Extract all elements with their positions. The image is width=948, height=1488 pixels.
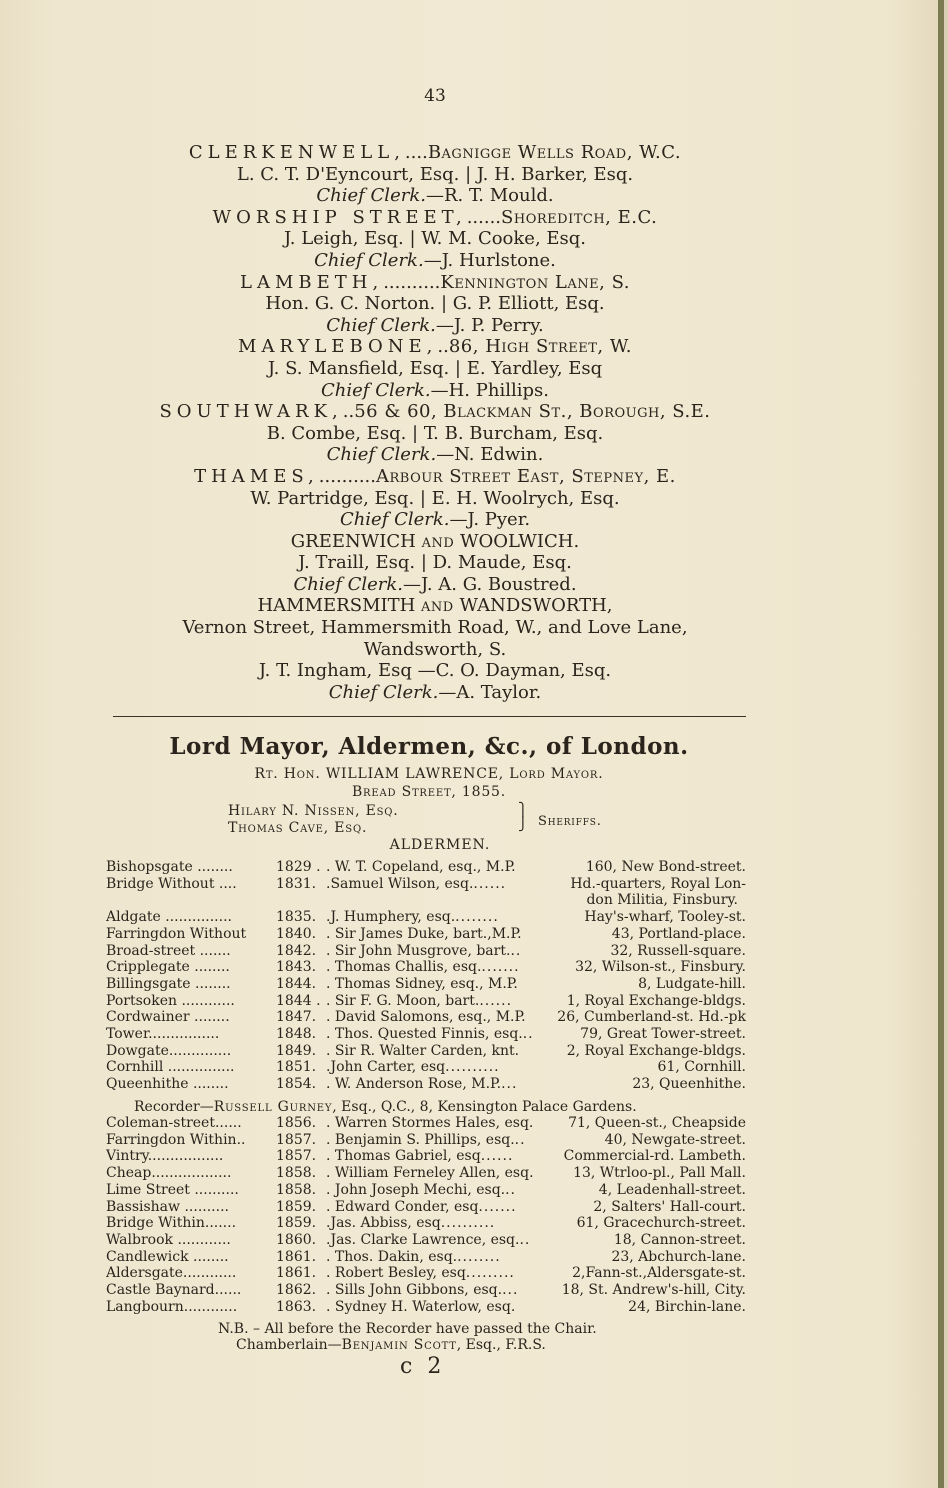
court-chief-clerk: Chief Clerk.—H. Phillips. [321, 379, 549, 401]
alderman-row: Farringdon Without 1840. . Sir James Duke, bart.,M.P. 43, Portland-place. [106, 925, 746, 942]
court-chief-clerk: Chief Clerk.—J. P. Perry. [326, 314, 544, 336]
page-number: 43 [424, 86, 446, 106]
lord-mayor-address: Bread Street, 1855. [351, 784, 507, 800]
sheriffs-label: Sheriffs. [538, 814, 602, 829]
court-heading: THAMES,..........Arbour Street East, Stepney, E. [194, 465, 676, 487]
alderman-row: Portsoken ............ 1844 . . Sir F. G. Moon, bart. ...... 1, Royal Exchange-bldgs. [106, 992, 746, 1009]
court-address: Wandsworth, S. [363, 638, 507, 660]
alderman-row: Cripplegate ........ 1843. . Thomas Challis, esq. ....... 32, Wilson-st., Finsbury. [106, 959, 746, 976]
alderman-row: Bishopsgate ........ 1829 . . W. T. Copeland, esq., M.P. 160, New Bond-street. [106, 859, 746, 875]
section-divider [113, 716, 746, 717]
court-magistrates: Hon. G. C. Norton. | G. P. Elliott, Esq. [265, 293, 605, 315]
signature-mark: c 2 [400, 1354, 446, 1379]
court-magistrates: J. T. Ingham, Esq —C. O. Dayman, Esq. [258, 660, 612, 682]
court-chief-clerk: Chief Clerk.—J. Pyer. [339, 509, 531, 531]
alderman-row: Dowgate.............. 1849. . Sir R. Walter Carden, knt. 2, Royal Exchange-bldgs. [106, 1042, 746, 1059]
court-magistrates: J. S. Mansfield, Esq. | E. Yardley, Esq [267, 357, 603, 379]
chamberlain-line: Chamberlain—Benjamin Scott, Esq., F.R.S. [236, 1337, 546, 1353]
sheriff-name: Hilary N. Nissen, Esq. [228, 803, 399, 819]
alderman-row: Coleman-street...... 1856. . Warren Stormes Hales, esq. 71, Queen-st., Cheapside [106, 1115, 746, 1131]
page-edge [938, 0, 944, 1488]
court-heading: SOUTHWARK,..56 & 60, Blackman St., Borough, S.E. [159, 401, 711, 423]
court-magistrates: J. Leigh, Esq. | W. M. Cooke, Esq. [283, 228, 587, 250]
address-continuation: don Militia, Finsbury. [586, 892, 738, 909]
court-heading: WORSHIP STREET,......Shoreditch, E.C. [212, 206, 658, 228]
section-title: Lord Mayor, Aldermen, &c., of London. [169, 733, 689, 760]
court-magistrates: W. Partridge, Esq. | E. H. Woolrych, Esq. [250, 487, 620, 509]
alderman-row: Cornhill ............... 1851. .John Carter, esq .......... 61, Cornhill. [106, 1059, 746, 1076]
nb-note: N.B. – All before the Recorder have passed the Chair. [218, 1321, 597, 1337]
court-heading: CLERKENWELL,....Bagnigge Wells Road, W.C. [188, 142, 682, 163]
alderman-row: Vintry................. 1857. . Thomas Gabriel, esq ...... Commercial-rd. Lambeth. [106, 1148, 746, 1165]
sheriff-name: Thomas Cave, Esq. [228, 820, 368, 836]
alderman-row: Langbourn............ 1863. . Sydney H. Waterlow, esq. 24, Birchin-lane. [106, 1298, 746, 1315]
sheriffs-names [228, 803, 399, 837]
alderman-row: Broad-street ....... 1842. . Sir John Musgrove, bart. .. 32, Russell-square. [106, 942, 746, 959]
alderman-row: Candlewick ........ 1861. . Thos. Dakin, esq. ........ 23, Abchurch-lane. [106, 1248, 746, 1265]
court-heading: LAMBETH,..........Kennington Lane, S. [240, 271, 630, 293]
alderman-row: Aldersgate............ 1861. . Robert Besley, esq ......... 2,Fann-st.,Aldersgate-st. [106, 1265, 746, 1282]
court-chief-clerk: Chief Clerk.—A. Taylor. [328, 681, 542, 703]
aldermen-list-after-recorder [106, 1115, 746, 1315]
alderman-row: Queenhithe ........ 1854. . W. Anderson Rose, M.P. ... 23, Queenhithe. [106, 1076, 746, 1093]
alderman-row: Bridge Within....... 1859. .Jas. Abbiss, esq .......... 61, Gracechurch-street. [106, 1215, 746, 1232]
brace-glyph: ⎫ ⎭ [518, 803, 528, 832]
alderman-row: Walbrook ............ 1860. .Jas. Clarke Lawrence, esq. .. 18, Cannon-street. [106, 1231, 746, 1248]
recorder-line: Recorder—Russell Gurney, Esq., Q.C., 8, Kensington Palace Gardens. [134, 1099, 637, 1115]
alderman-row: Lime Street .......... 1858. . John Joseph Mechi, esq. .. 4, Leadenhall-street. [106, 1181, 746, 1198]
alderman-row: Tower................ 1848. . Thos. Quested Finnis, esq. .. 79, Great Tower-street. [106, 1026, 746, 1043]
alderman-row: Castle Baynard...... 1862. . Sills John Gibbons, esq. ... 18, St. Andrew's-hill, City. [106, 1282, 746, 1299]
aldermen-heading: ALDERMEN. [389, 837, 491, 853]
alderman-row: Cordwainer ........ 1847. . David Salomons, esq., M.P. 26, Cumberland-st. Hd.-pk [106, 1009, 746, 1026]
court-heading: GREENWICH and WOOLWICH. [290, 530, 580, 552]
court-heading: HAMMERSMITH and WANDSWORTH, [257, 595, 613, 617]
court-chief-clerk: Chief Clerk.—J. A. G. Boustred. [293, 573, 577, 595]
alderman-row: Bridge Without .... 1831. .Samuel Wilson, esq. ...... Hd.-quarters, Royal Lon- [106, 875, 746, 892]
alderman-row: Aldgate ............... 1835. .J. Humphery, esq. ........ Hay's-wharf, Tooley-st. [106, 909, 746, 926]
court-magistrates: B. Combe, Esq. | T. B. Burcham, Esq. [266, 422, 604, 444]
alderman-row: Billingsgate ........ 1844. . Thomas Sidney, esq., M.P. 8, Ludgate-hill. [106, 975, 746, 992]
court-heading: MARYLEBONE,..86, High Street, W. [238, 336, 632, 358]
police-courts-list [90, 142, 780, 703]
alderman-row: Bassishaw .......... 1859. . Edward Conder, esq ....... 2, Salters' Hall-court. [106, 1198, 746, 1215]
court-chief-clerk: Chief Clerk.—J. Hurlstone. [314, 249, 556, 271]
court-address: Vernon Street, Hammersmith Road, W., and Love Lane, [182, 617, 688, 639]
lord-mayor-line: Rt. Hon. WILLIAM LAWRENCE, Lord Mayor. [254, 766, 604, 782]
court-magistrates: J. Traill, Esq. | D. Maude, Esq. [298, 552, 572, 574]
court-magistrates: L. C. T. D'Eyncourt, Esq. | J. H. Barker, Esq. [236, 163, 634, 185]
court-chief-clerk: Chief Clerk.—N. Edwin. [326, 444, 544, 466]
aldermen-list [106, 859, 746, 1093]
alderman-row: Farringdon Within.. 1857. . Benjamin S. Phillips, esq. .. 40, Newgate-street. [106, 1131, 746, 1148]
court-chief-clerk: Chief Clerk.—R. T. Mould. [316, 185, 554, 207]
alderman-row: Cheap.................. 1858. . William Ferneley Allen, esq. 13, Wtrloo-pl., Pall Mall. [106, 1165, 746, 1182]
